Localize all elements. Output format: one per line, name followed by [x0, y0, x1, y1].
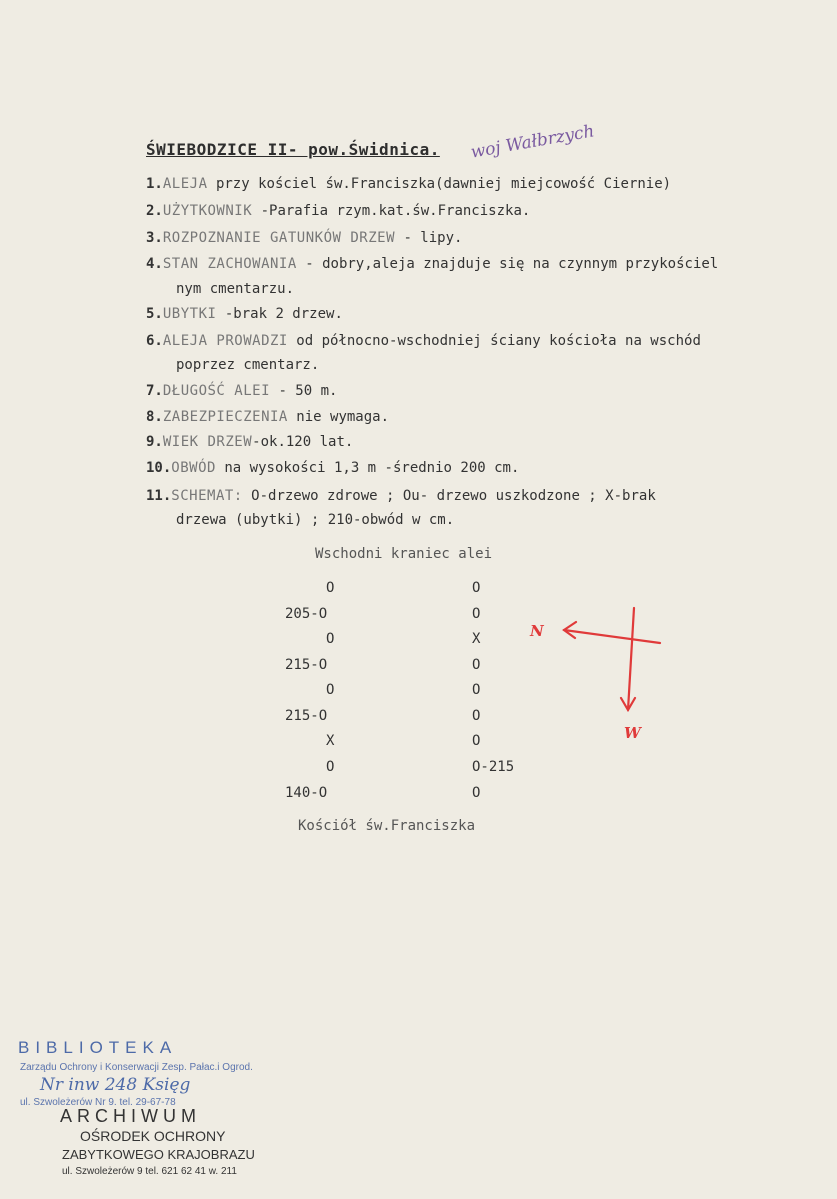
schema-left-cell: X	[326, 733, 335, 749]
item-4-continuation: nym cmentarzu.	[176, 281, 295, 297]
handwritten-note: woj Wałbrzych	[469, 121, 596, 163]
item-number: 10.	[146, 460, 172, 476]
item-number: 3.	[146, 230, 163, 246]
item-11-continuation: drzewa (ubytki) ; 210-obwód w cm.	[176, 512, 455, 528]
item-text: O-drzewo zdrowe ; Ou- drzewo uszkodzone ; X-brak	[242, 488, 656, 504]
compass-label-n: N	[530, 622, 544, 640]
item-heading: ZABEZPIECZENIA	[162, 409, 288, 425]
archive-stamp-address: ul. Szwoleżerów 9 tel. 621 62 41 w. 211	[62, 1166, 237, 1177]
item-heading: ALEJA	[162, 176, 208, 192]
item-text: na wysokości 1,3 m -średnio 200 cm.	[215, 460, 520, 476]
item-text: - lipy.	[395, 230, 463, 246]
archive-stamp-title: ARCHIWUM	[60, 1106, 201, 1126]
schema-right-cell: O	[472, 657, 481, 673]
item-heading: UŻYTKOWNIK	[162, 203, 253, 219]
schema-right-cell: O-215	[472, 759, 515, 775]
item-6-continuation: poprzez cmentarz.	[176, 357, 320, 373]
item-heading: DŁUGOŚĆ ALEI	[162, 383, 271, 399]
item-text: -brak 2 drzew.	[216, 306, 343, 322]
schema-right-cell: O	[472, 580, 481, 596]
schema-left-cell: O	[326, 631, 335, 647]
item-8	[146, 409, 389, 425]
schema-right-cell: O	[472, 733, 481, 749]
item-3	[146, 230, 462, 246]
compass-arrowhead-n	[564, 622, 576, 638]
compass-vertical-line	[628, 608, 634, 710]
item-9	[146, 434, 353, 450]
schema-right-cell: X	[472, 631, 481, 647]
item-text: przy kościel św.Franciszka(dawniej miejcowość Ciernie)	[207, 176, 672, 192]
library-stamp-line: Zarządu Ochrony i Konserwacji Zesp. Pałac.i Ogrod.	[20, 1062, 253, 1073]
item-text: od północno-wschodniej ściany kościoła na wschód	[287, 333, 701, 349]
item-heading: WIEK DRZEW	[162, 434, 253, 450]
item-number: 2.	[146, 203, 163, 219]
archive-stamp-line: ZABYTKOWEGO KRAJOBRAZU	[62, 1147, 255, 1162]
document-title: ŚWIEBODZICE II- pow.Świdnica.	[146, 140, 440, 159]
item-heading: OBWÓD	[171, 460, 216, 476]
item-2	[146, 203, 530, 219]
library-stamp-handwritten: Nr inw 248 Księg	[40, 1075, 191, 1095]
schema-left-cell: 215-O	[285, 657, 328, 673]
item-text: -ok.120 lat.	[252, 434, 354, 450]
item-7	[146, 383, 337, 399]
item-text: - 50 m.	[270, 383, 338, 399]
item-5	[146, 306, 343, 322]
item-heading: STAN ZACHOWANIA	[162, 256, 297, 272]
schema-left-cell: 205-O	[285, 606, 328, 622]
library-stamp-address: ul. Szwoleżerów Nr 9. tel. 29-67-78	[20, 1097, 176, 1108]
archive-stamp-line: OŚRODEK OCHRONY	[80, 1128, 226, 1144]
schema-left-cell: 140-O	[285, 785, 328, 801]
item-6	[146, 333, 701, 349]
schema-bottom-label: Kościół św.Franciszka	[298, 818, 476, 834]
item-heading: ROZPOZNANIE GATUNKÓW DRZEW	[162, 230, 396, 246]
item-number: 1.	[146, 176, 163, 192]
item-heading: UBYTKI	[162, 306, 217, 322]
compass-label-w: W	[624, 724, 641, 742]
schema-left-cell: O	[326, 759, 335, 775]
item-10	[146, 460, 519, 476]
item-text: - dobry,aleja znajduje się na czynnym przykościel	[296, 256, 719, 272]
item-heading: ALEJA PROWADZI	[162, 333, 288, 349]
compass-arrowhead-w	[621, 698, 635, 710]
item-number: 7.	[146, 383, 163, 399]
item-number: 9.	[146, 434, 163, 450]
item-1	[146, 176, 671, 192]
item-text: nie wymaga.	[287, 409, 390, 425]
schema-left-cell: O	[326, 682, 335, 698]
item-number: 8.	[146, 409, 163, 425]
item-4	[146, 256, 718, 272]
item-number: 4.	[146, 256, 163, 272]
item-11	[146, 488, 656, 504]
item-number: 11.	[146, 488, 172, 504]
schema-top-label: Wschodni kraniec alei	[315, 546, 493, 562]
schema-right-cell: O	[472, 785, 481, 801]
schema-right-cell: O	[472, 606, 481, 622]
library-stamp-title: BIBLIOTEKA	[18, 1038, 178, 1057]
item-text: -Parafia rzym.kat.św.Franciszka.	[252, 203, 531, 219]
item-heading: SCHEMAT:	[171, 488, 243, 504]
schema-right-cell: O	[472, 708, 481, 724]
item-number: 5.	[146, 306, 163, 322]
item-number: 6.	[146, 333, 163, 349]
compass-horizontal-line	[564, 630, 660, 643]
schema-left-cell: 215-O	[285, 708, 328, 724]
schema-left-cell: O	[326, 580, 335, 596]
schema-right-cell: O	[472, 682, 481, 698]
